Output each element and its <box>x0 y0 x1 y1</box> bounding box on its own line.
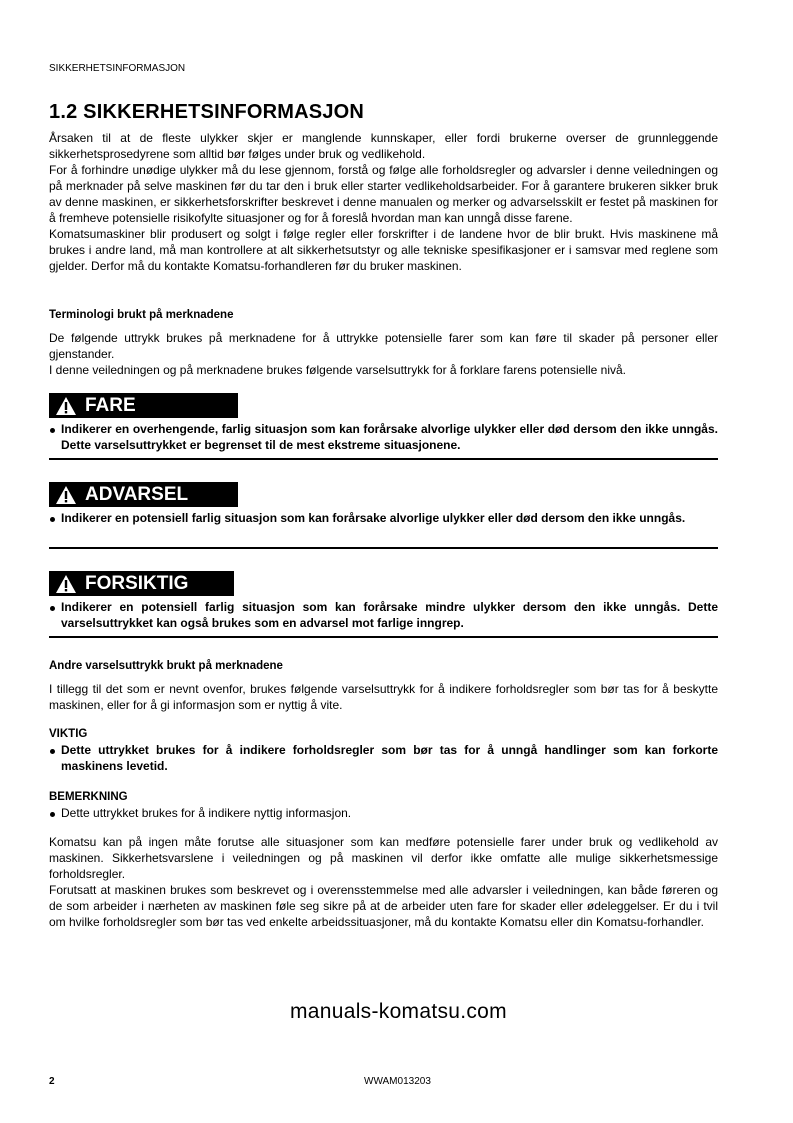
intro-paragraph: Årsaken til at de fleste ulykker skjer er manglende kunnskaper, eller fordi brukerne overser de grunnleggende sikkerhetsprosedyrene som alltid bør følges under bruk og vedlikehold. <box>49 131 718 161</box>
warning-triangle-icon <box>55 485 77 505</box>
caution-text: Indikerer en potensiell farlig situasjon som kan forårsake mindre ulykker dersom den ikke unngås. Dette varselsuttrykket kan også brukes som en advarsel mot farlige inngrep. <box>49 599 718 631</box>
intro-section <box>49 130 718 274</box>
warning-triangle-icon <box>55 574 77 594</box>
danger-text: Indikerer en overhengende, farlig situasjon som kan forårsake alvorlige ulykker eller død dersom den ikke unngås. Dette varselsuttrykket er begrenset til de mest ekstreme situasjonene. <box>49 421 718 453</box>
warning-banner <box>49 482 238 507</box>
caution-banner <box>49 571 234 596</box>
closing-paragraph: Komatsu kan på ingen måte forutse alle situasjoner som kan medføre potensielle farer under bruk og vedlikehold av maskinen. Sikkerhetsvarslene i veiledningen og på maskinen vil derfor ikke omfatte alle mulige sikkerhetsmessige forholdsregler. <box>49 835 718 881</box>
document-code: WWAM013203 <box>364 1076 431 1087</box>
divider <box>49 458 718 460</box>
caution-label: FORSIKTIG <box>85 572 189 594</box>
other-paragraph: I tillegg til det som er nevnt ovenfor, brukes følgende varselsuttrykk for å indikere forholdsregler som bør tas for å beskytte maskinen, eller for å gi informasjon som er nyttig å vite. <box>49 682 718 712</box>
intro-paragraph: Komatsumaskiner blir produsert og solgt i følge regler eller forskrifter i de landene hvor de blir brukt. Hvis maskinene må brukes i andre land, må man kontrollere at alt sikkerhetsutstyr og alle tekniske spesifikasjoner er i samsvar med reglene som gjelder. Derfor må du kontakte Komatsu-forhandleren før du bruker maskinen. <box>49 227 718 273</box>
terminology-paragraph: I denne veiledningen og på merknadene brukes følgende varselsuttrykk for å forklare farens potensielle nivå. <box>49 363 627 377</box>
terminology-heading: Terminologi brukt på merknadene <box>49 309 234 321</box>
bemerkning-label: BEMERKNING <box>49 791 128 803</box>
intro-paragraph: For å forhindre unødige ulykker må du lese gjennom, forstå og følge alle forholdsregler og advarsler i denne veiledningen og på merknader på selve maskinen før du tar den i bruk eller starter vedlikeholdsarbeider. For å garantere brukeren sikker bruk av denne maskinen, er sikkerhetsforskrifter beskrevet i denne manualen og merker og advarselsskilt er festet på maskinen for å fremheve potensielle risikofylte situasjoner og for å foreslå hvordan man kan unngå disse farene. <box>49 163 718 225</box>
section-title: 1.2 SIKKERHETSINFORMASJON <box>49 101 365 123</box>
danger-label: FARE <box>85 394 136 416</box>
divider <box>49 547 718 549</box>
terminology-section <box>49 307 718 378</box>
other-section <box>49 658 718 930</box>
closing-paragraph: Forutsatt at maskinen brukes som beskrevet og i overensstemmelse med alle advarsler i veiledningen, kan både føreren og de som arbeider i nærheten av maskinen føle seg sikre på at de arbeider uten fare for skader eller ødeleggelser. Er du i tvil om hvilke forholdsregler som bør tas ved enkelte arbeidssituasjoner, må du kontakte Komatsu eller din Komatsu-forhandler. <box>49 883 718 929</box>
other-heading: Andre varselsuttrykk brukt på merknadene <box>49 660 283 672</box>
watermark: manuals-komatsu.com <box>290 1000 507 1023</box>
warning-triangle-icon <box>55 396 77 416</box>
terminology-paragraph: De følgende uttrykk brukes på merknadene for å uttrykke potensielle farer som kan føre til skader på personer eller gjenstander. <box>49 331 718 361</box>
bemerkning-text: Dette uttrykket brukes for å indikere nyttig informasjon. <box>49 805 718 821</box>
viktig-label: VIKTIG <box>49 728 88 740</box>
viktig-text: Dette uttrykket brukes for å indikere forholdsregler som bør tas for å unngå handlinger som kan forkorte maskinens levetid. <box>49 742 718 774</box>
page-number: 2 <box>49 1076 55 1087</box>
warning-text: Indikerer en potensiell farlig situasjon som kan forårsake alvorlige ulykker eller død dersom den ikke unngås. <box>49 510 718 526</box>
danger-banner <box>49 393 238 418</box>
running-header: SIKKERHETSINFORMASJON <box>49 63 186 74</box>
divider <box>49 636 718 638</box>
warning-label: ADVARSEL <box>85 483 189 505</box>
